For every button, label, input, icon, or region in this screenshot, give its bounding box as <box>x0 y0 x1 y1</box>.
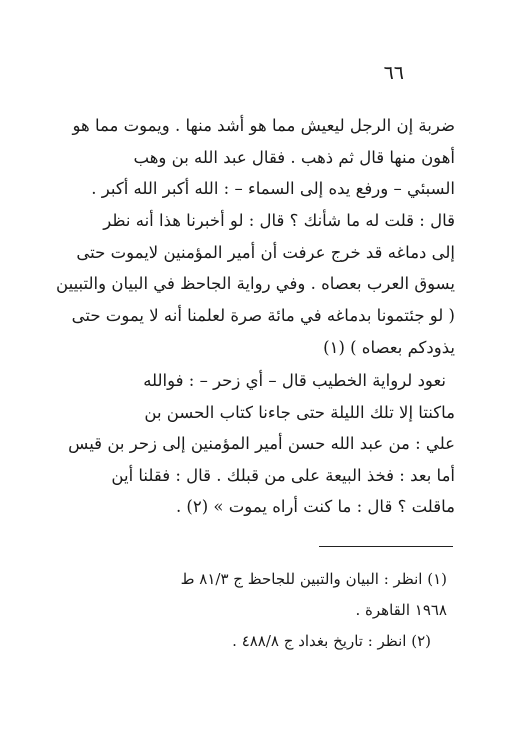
text-line: إلى دماغه قد خرج عرفت أن أمير المؤمنين لايموت حتى <box>76 243 455 262</box>
text-line: علي : من عبد الله حسن أمير المؤمنين إلى زحر بن قيس <box>68 434 455 453</box>
text-line: نعود لرواية الخطيب قال – أي زحر – : فوالله <box>143 371 446 390</box>
text-line: قال : قلت له ما شأنك ؟ قال : لو أخبرنا هذا أنه نظر <box>103 211 455 230</box>
text-line: أما بعد : فخذ البيعة على من قبلك . قال : فقلنا أين <box>111 466 455 485</box>
text-line: يذودكم بعصاه ) (١) <box>323 338 455 357</box>
text-line: ( لو جئتمونا بدماغه في مائة صرة لعلمنا أنه لا يموت حتى <box>71 306 455 325</box>
footnote-line: (٢) انظر : تاريخ بغداد ج ٤٨٨/٨ . <box>232 632 431 650</box>
footnote-separator <box>319 546 453 547</box>
text-line: السبئي – ورفع يده إلى السماء – : الله أكبر الله أكبر . <box>91 179 455 198</box>
footnote-line: ١٩٦٨ القاهرة . <box>355 601 447 619</box>
text-line: ماقلت ؟ قال : ما كنت أراه يموت » (٢) . <box>175 497 455 516</box>
text-line: أهون منها قال ثم ذهب . فقال عبد الله بن وهب <box>133 148 455 167</box>
page-number: ٦٦ <box>383 62 404 84</box>
text-line: ضربة إن الرجل ليعيش مما هو أشد منها . ويموت مما هو <box>72 116 455 135</box>
footnote-line: (١) انظر : البيان والتبين للجاحظ ج ٨١/٣ ط <box>180 570 447 588</box>
text-line: يسوق العرب بعصاه . وفي رواية الجاحظ في البيان والتبيين <box>56 274 455 293</box>
text-line: ماكنتا إلا تلك الليلة حتى جاءنا كتاب الحسن بن <box>144 403 455 422</box>
